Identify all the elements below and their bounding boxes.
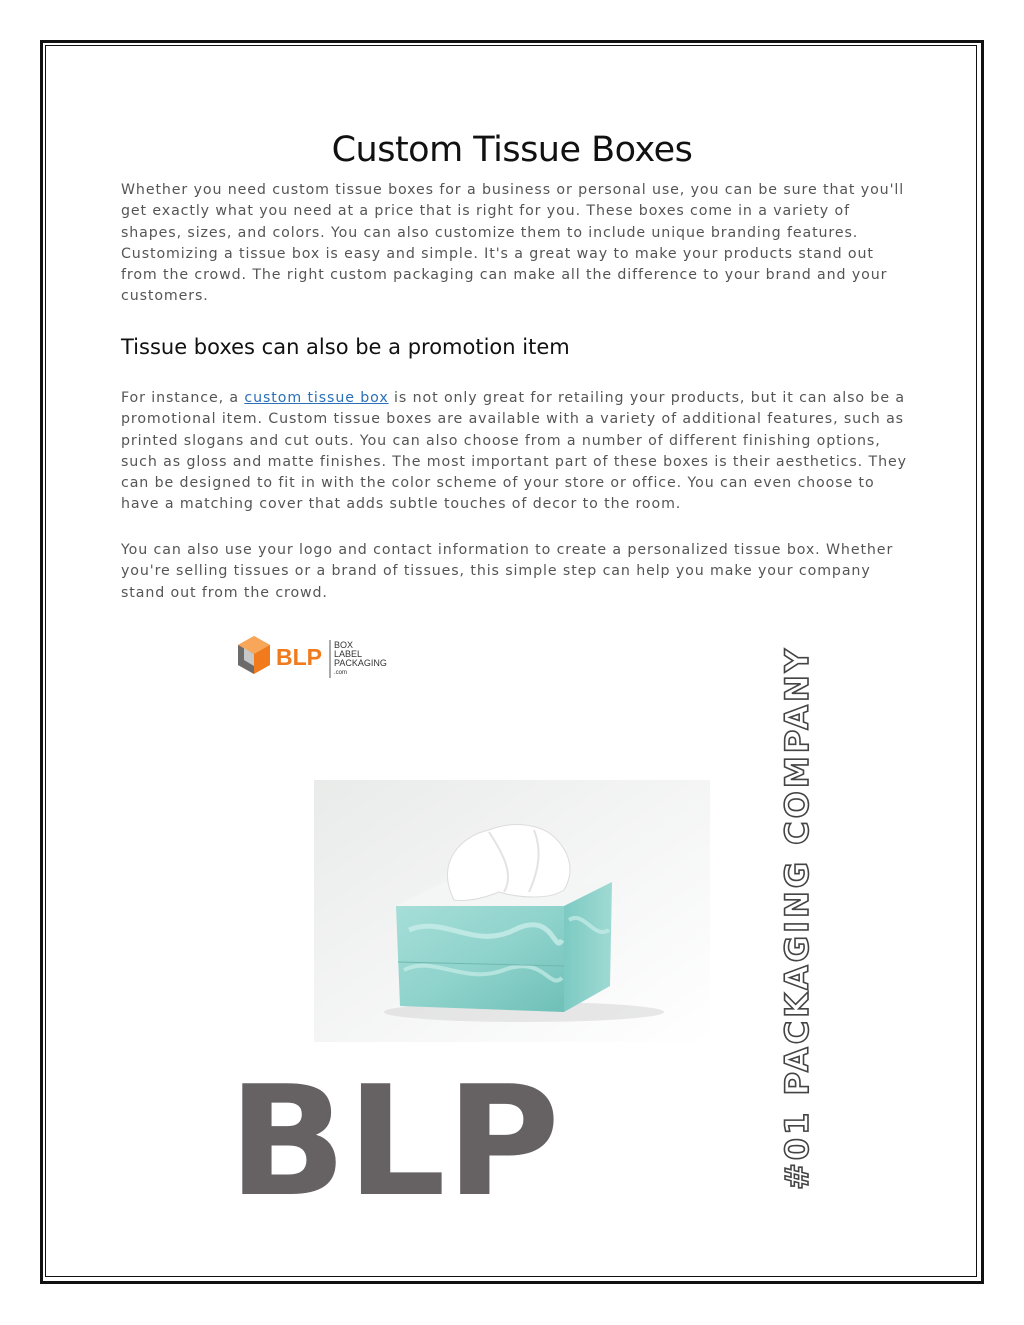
tissue-box-photo [314, 780, 710, 1042]
vertical-tagline: #01 PACKAGING COMPANY [778, 646, 816, 1190]
blp-large-logo [228, 1076, 568, 1198]
intro-paragraph: Whether you need custom tissue boxes for a business or personal use, you can be sure that you'll get exactly what you need at a price that is right for you. These boxes come in a variety of shapes, sizes, and colors. You can also customize them to include unique branding features. Customizing a tissue box is easy and simple. It's a great way to make your products stand out from the crowd. The right custom packaging can make all the difference to your brand and your customers. [121, 182, 905, 305]
company-logo [234, 632, 404, 684]
section-heading: Tissue boxes can also be a promotion item [121, 335, 570, 359]
logo-line-1: BOX [334, 640, 354, 650]
logo-line-4: .com [334, 670, 348, 676]
promotion-text-rest: is not only great for retailing your products, but it can also be a promotional item. Custom tissue boxes are available with a variety of additional features, such as printed slogans and cut outs. You can also choose from a number of different finishing options, such as gloss and matte finishes. The most important part of these boxes is their aesthetics. They can be designed to fit in with the color scheme of your store or office. You can even choose to have a matching cover that adds subtle touches of decor to the room. [121, 390, 907, 513]
promotion-text-start: For instance, a [121, 390, 245, 406]
logo-mark-text: BLP [276, 644, 322, 670]
box-front [396, 906, 564, 1012]
logo-line-3: PACKAGING [334, 658, 387, 668]
blp-large-text: BLP [228, 1076, 560, 1198]
custom-tissue-box-link[interactable]: custom tissue box [244, 390, 389, 406]
promotion-paragraph [121, 388, 911, 516]
logo-line-2: LABEL [334, 649, 363, 659]
logo-paragraph: You can also use your logo and contact information to create a personalized tissue box. Whether you're selling tissues or a brand of tissues, this simple step can help you make your company stand out from the crowd. [121, 542, 894, 601]
page-title: Custom Tissue Boxes [331, 130, 693, 170]
